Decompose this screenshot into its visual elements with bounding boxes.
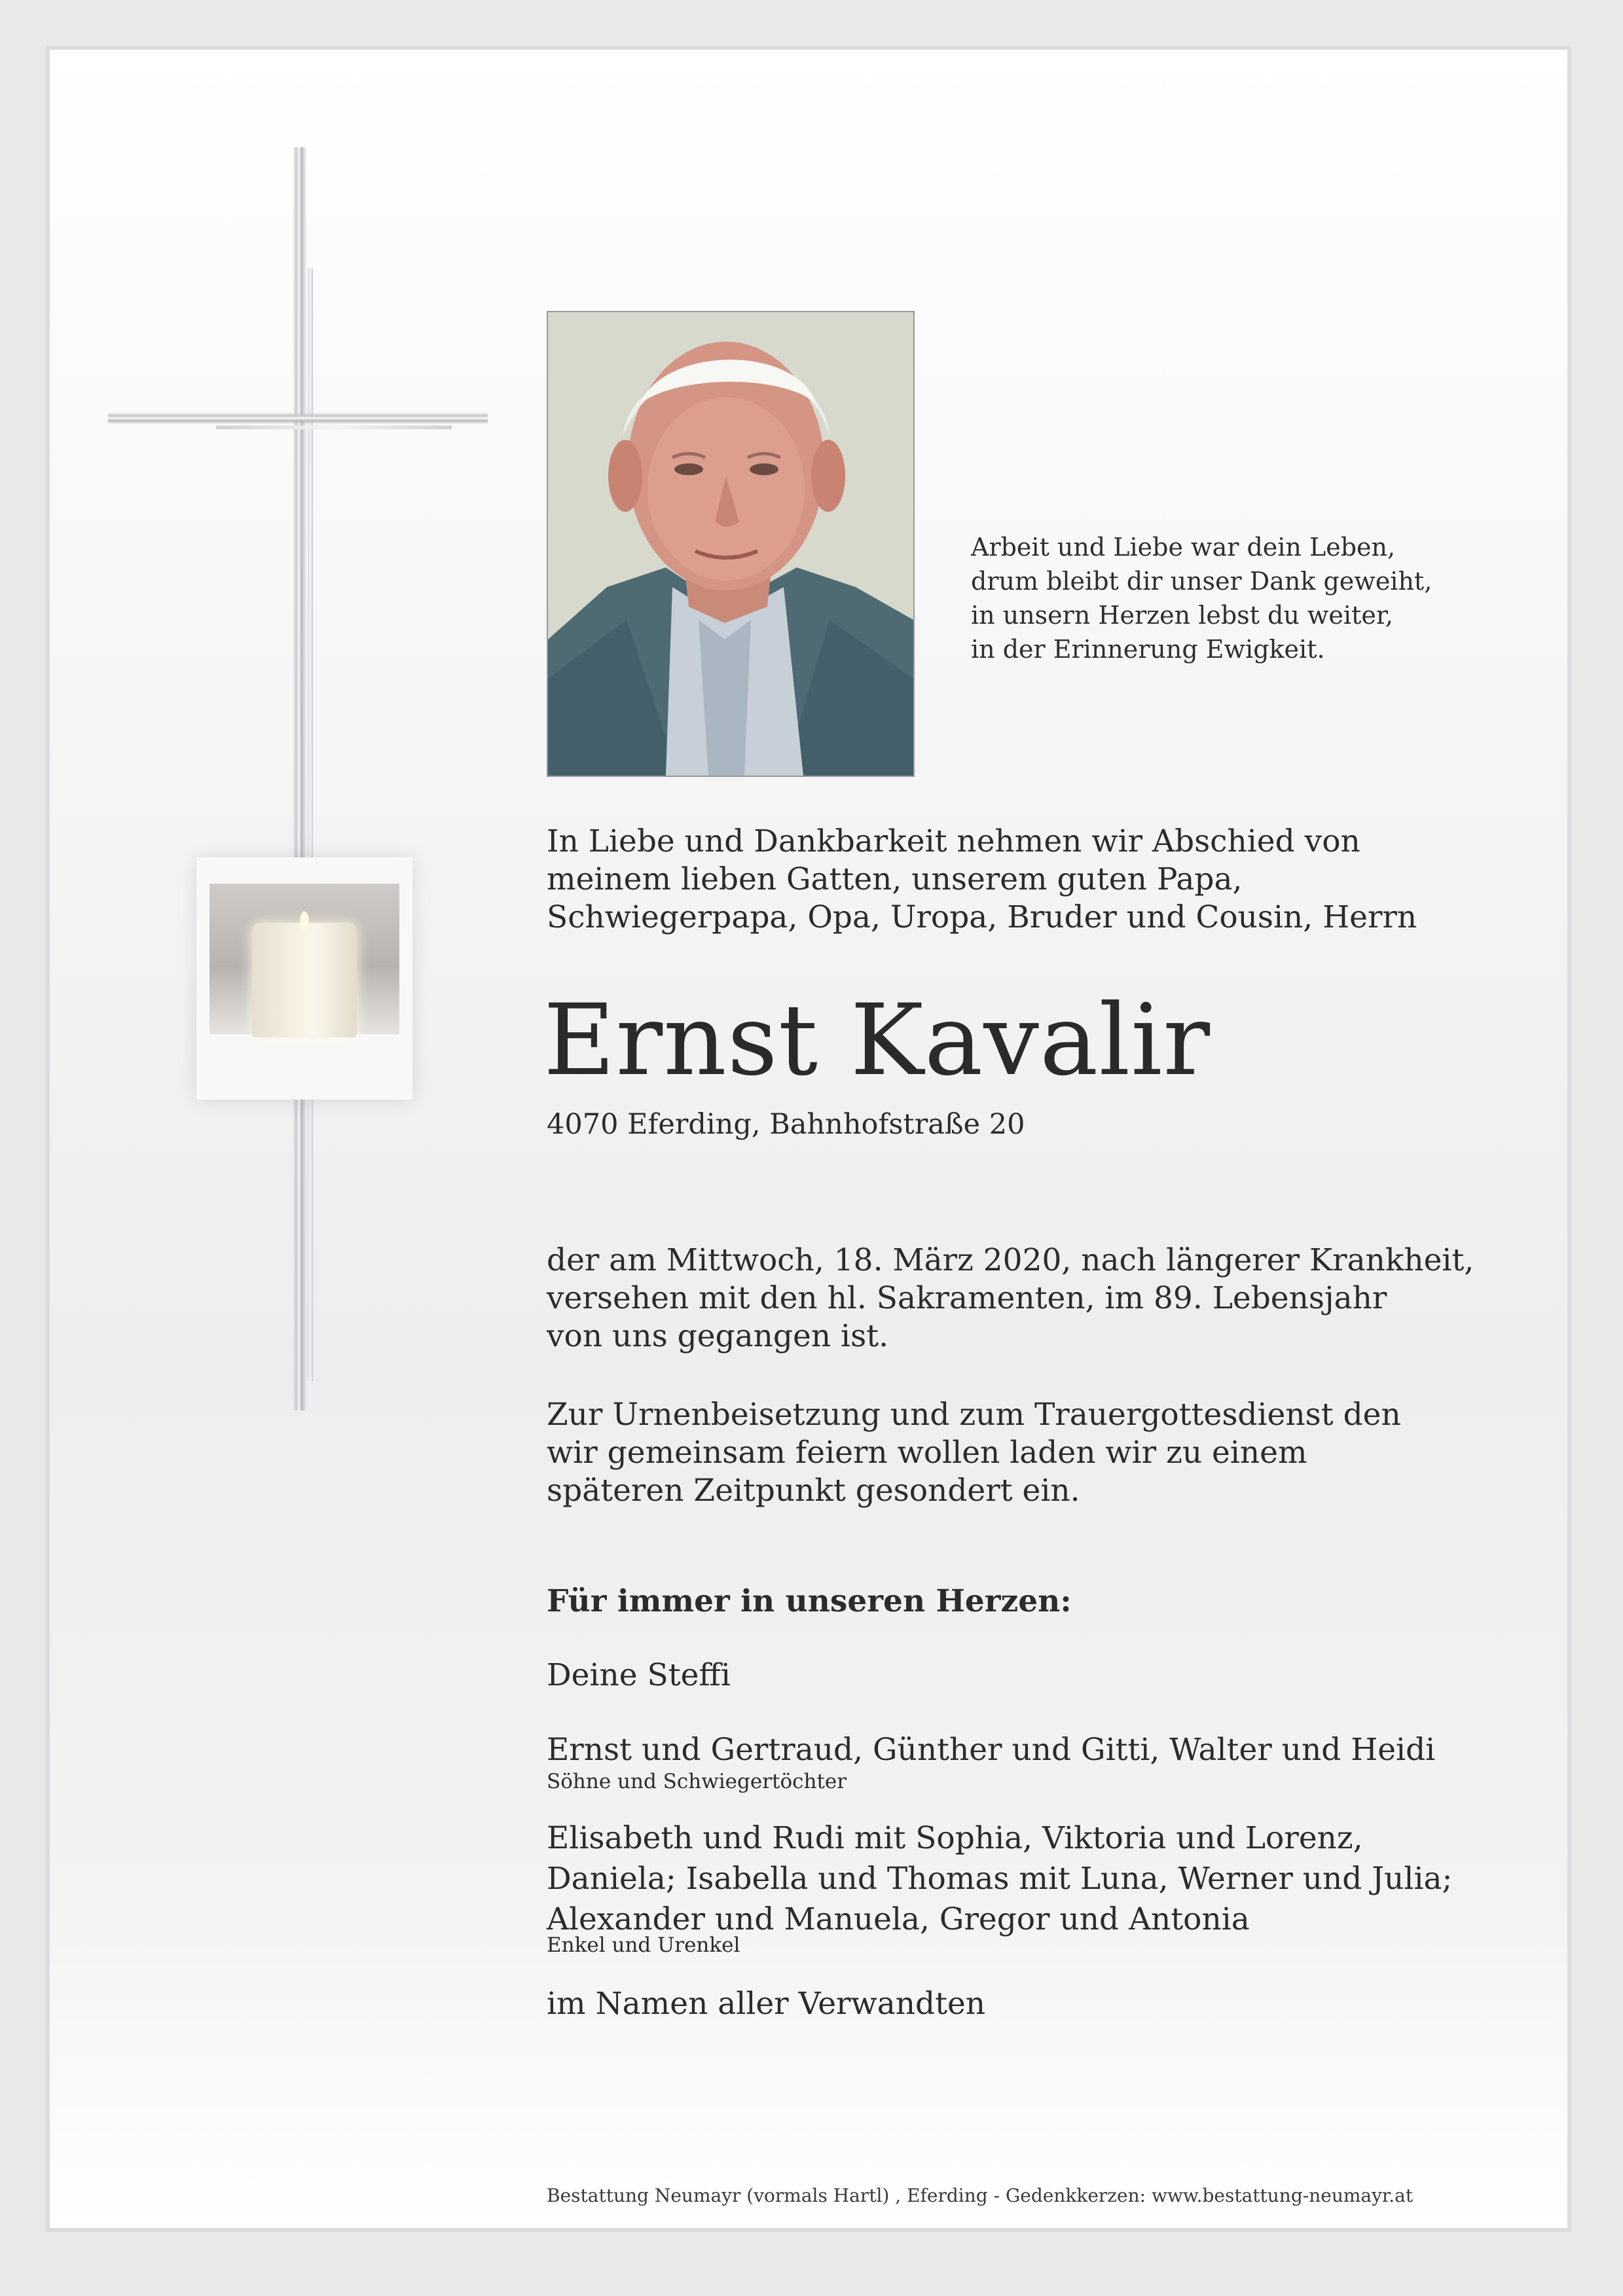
grandchildren-line: Daniela; Isabella und Thomas mit Luna, Werner und Julia; <box>547 1861 1453 1897</box>
burial-line: späteren Zeitpunkt gesondert ein. <box>547 1473 1080 1509</box>
burial-line: Zur Urnenbeisetzung und zum Trauergottesdienst den <box>547 1397 1401 1433</box>
portrait-photo <box>547 311 915 777</box>
cross-crossbar <box>108 412 488 424</box>
intro-text <box>547 823 1496 937</box>
deceased-address: 4070 Eferding, Bahnhofstraße 20 <box>547 1108 1025 1141</box>
poem-line: Arbeit und Liebe war dein Leben, <box>971 533 1396 562</box>
deceased-name: Ernst Kavalir <box>543 984 1211 1098</box>
poem-line: drum bleibt dir unser Dank geweiht, <box>971 567 1432 596</box>
candle-flame <box>300 911 309 931</box>
grandchildren-line: Elisabeth und Rudi mit Sophia, Viktoria und Lorenz, <box>547 1820 1363 1856</box>
poem-line: in der Erinnerung Ewigkeit. <box>971 635 1325 664</box>
candle-icon <box>196 857 412 1100</box>
burial-notice <box>547 1396 1401 1510</box>
intro-line: meinem lieben Gatten, unserem guten Papa, <box>547 861 1243 897</box>
cross-shadow <box>308 268 313 1381</box>
death-line: versehen mit den hl. Sakramenten, im 89. Lebensjahr <box>547 1280 1387 1316</box>
mourner-grandchildren-label: Enkel und Urenkel <box>547 1933 740 1957</box>
cross-crossbar-shadow <box>216 425 452 429</box>
death-line: von uns gegangen ist. <box>547 1318 889 1354</box>
mourners-heading: Für immer in unseren Herzen: <box>547 1583 1072 1619</box>
intro-line: Schwiegerpapa, Opa, Uropa, Bruder und Cousin, Herrn <box>547 899 1417 935</box>
mourner-relatives: im Namen aller Verwandten <box>547 1986 986 2022</box>
cross-icon <box>293 147 307 1410</box>
mourner-wife: Deine Steffi <box>547 1657 731 1693</box>
mourner-sons-label: Söhne und Schwiegertöchter <box>547 1770 847 1793</box>
poem-line: in unsern Herzen lebst du weiter, <box>971 601 1393 630</box>
death-line: der am Mittwoch, 18. März 2020, nach längerer Krankheit, <box>547 1242 1474 1278</box>
intro-line: In Liebe und Dankbarkeit nehmen wir Abschied von <box>547 823 1360 859</box>
poem <box>971 530 1482 666</box>
burial-line: wir gemeinsam feiern wollen laden wir zu einem <box>547 1435 1307 1471</box>
mourner-sons: Ernst und Gertraud, Günther und Gitti, Walter und Heidi <box>547 1732 1436 1768</box>
mourner-grandchildren <box>547 1818 1452 1940</box>
funeral-home-footer: Bestattung Neumayr (vormals Hartl) , Eferding - Gedenkkerzen: www.bestattung-neumayr.at <box>547 2185 1413 2206</box>
death-notice <box>547 1242 1474 1355</box>
grandchildren-line: Alexander und Manuela, Gregor und Antonia <box>547 1901 1250 1937</box>
candle-body <box>252 923 357 1037</box>
